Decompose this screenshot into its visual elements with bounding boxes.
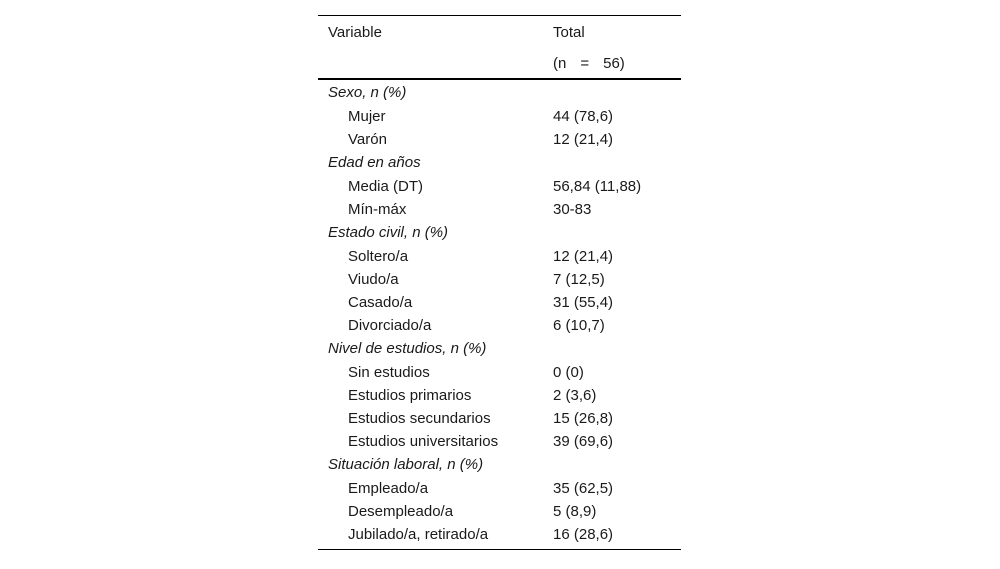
table-header <box>318 16 681 78</box>
table-row <box>318 268 681 291</box>
row-value: 7 (12,5) <box>553 271 605 288</box>
demographics-table <box>318 15 681 550</box>
row-value: 44 (78,6) <box>553 108 614 125</box>
row-label: Mujer <box>348 108 386 125</box>
table-row <box>318 430 681 453</box>
table-row <box>318 500 681 523</box>
row-value: 5 (8,9) <box>553 503 597 520</box>
row-label: Desempleado/a <box>348 503 454 520</box>
row-label: Varón <box>348 131 387 148</box>
row-value: 31 (55,4) <box>553 294 614 311</box>
section-title <box>318 337 681 361</box>
table-row <box>318 245 681 268</box>
section-title-label: Estado civil, n (%) <box>328 224 449 241</box>
row-label: Viudo/a <box>348 271 399 288</box>
row-label: Estudios secundarios <box>348 410 491 427</box>
table-row <box>318 523 681 546</box>
section-title <box>318 453 681 477</box>
row-value: 16 (28,6) <box>553 526 614 543</box>
row-value: 56,84 (11,88) <box>553 178 642 195</box>
row-label: Estudios primarios <box>348 387 472 404</box>
row-label: Empleado/a <box>348 480 429 497</box>
header-sample-size <box>553 55 625 72</box>
row-label: Casado/a <box>348 294 413 311</box>
row-label: Sin estudios <box>348 364 430 381</box>
header-total: Total <box>553 24 585 41</box>
header-n-equals: = <box>580 55 590 72</box>
row-value: 30-83 <box>553 201 592 218</box>
header-n-value: 56) <box>603 55 625 72</box>
header-variable: Variable <box>328 24 382 41</box>
row-value: 15 (26,8) <box>553 410 614 427</box>
row-value: 0 (0) <box>553 364 584 381</box>
section-title-label: Nivel de estudios, n (%) <box>328 340 487 357</box>
table-row <box>318 128 681 151</box>
section-title <box>318 81 681 105</box>
row-value: 2 (3,6) <box>553 387 597 404</box>
row-label: Soltero/a <box>348 248 409 265</box>
row-label: Media (DT) <box>348 178 424 195</box>
row-value: 35 (62,5) <box>553 480 614 497</box>
section-title-label: Edad en años <box>328 154 421 171</box>
table-body <box>318 80 681 549</box>
row-value: 39 (69,6) <box>553 433 614 450</box>
section-title-label: Sexo, n (%) <box>328 84 407 101</box>
table-row <box>318 291 681 314</box>
row-label: Mín-máx <box>348 201 407 218</box>
table-row <box>318 407 681 430</box>
header-n-open: (n <box>553 55 567 72</box>
table-row <box>318 198 681 221</box>
row-value: 12 (21,4) <box>553 248 614 265</box>
table-row <box>318 361 681 384</box>
table-row <box>318 384 681 407</box>
section-title <box>318 151 681 175</box>
section-title <box>318 221 681 245</box>
table-row <box>318 314 681 337</box>
section-title-label: Situación laboral, n (%) <box>328 456 484 473</box>
row-value: 12 (21,4) <box>553 131 614 148</box>
table-row <box>318 105 681 128</box>
table-row <box>318 175 681 198</box>
row-label: Jubilado/a, retirado/a <box>348 526 489 543</box>
table-row <box>318 477 681 500</box>
row-label: Estudios universitarios <box>348 433 499 450</box>
row-label: Divorciado/a <box>348 317 432 334</box>
row-value: 6 (10,7) <box>553 317 605 334</box>
table-bottom-rule <box>318 549 681 550</box>
